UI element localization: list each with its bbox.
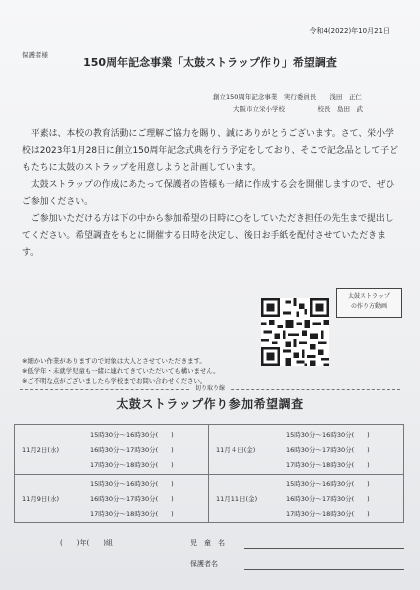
day-label: 11月9日(水) <box>22 495 59 503</box>
time-slot-option[interactable]: 16時30分～17時30分( ) <box>90 446 174 454</box>
issue-date: 令和4(2022)年10月21日 <box>309 27 390 35</box>
notes-list <box>22 356 219 386</box>
letter-body <box>22 126 402 262</box>
cut-label: 切り取り線 <box>191 385 229 392</box>
addressee: 保護者様 <box>22 51 48 59</box>
time-slot-option[interactable]: 15時30分～16時30分( ) <box>90 480 174 488</box>
document-title: 150周年記念事業「太鼓ストラップ作り」希望調査 <box>83 56 337 69</box>
day-label: 11月４日(金) <box>216 446 256 454</box>
time-slot-option[interactable]: 16時30分～17時30分( ) <box>90 495 174 503</box>
note-item: ※ご不明な点がございましたら学校までお問い合わせください。 <box>22 377 207 385</box>
body-paragraph: ご参加いただける方は下の中から参加希望の日時に○をしていただき担任の先生まで提出してください。希望調査をもとに開催する日時を決定し、後日お手紙を配付させていただきます。 <box>22 214 394 258</box>
sender-line-1: 創立150周年記念事業 実行委員長 浅田 正仁 <box>213 93 362 101</box>
time-slot-option[interactable]: 16時30分～17時30分( ) <box>286 446 370 454</box>
qr-caption-line-1: 太鼓ストラップ <box>348 293 390 300</box>
table-border-bottom <box>14 522 404 523</box>
child-name-input-line[interactable] <box>244 548 404 549</box>
body-paragraph: 太鼓ストラップの作成にあたって保護者の皆様も一緒に作成する会を開催しますので、ぜひご参加ください。 <box>22 180 395 207</box>
guardian-name-input-line[interactable] <box>244 569 404 570</box>
time-slot-option[interactable]: 15時30分～16時30分( ) <box>90 431 174 439</box>
cut-label-wrap <box>0 383 420 392</box>
table-border-middle <box>14 474 404 475</box>
time-slot-option[interactable]: 16時30分～17時30分( ) <box>286 495 370 503</box>
qr-caption-line-2: の作り方動画 <box>350 303 387 310</box>
table-border-center <box>208 424 209 522</box>
qr-code-image[interactable] <box>261 298 329 366</box>
table-border-left <box>14 424 15 522</box>
table-border-right <box>403 424 404 522</box>
time-slot-option[interactable]: 17時30分～18時30分( ) <box>286 510 370 518</box>
time-slot-option[interactable]: 17時30分～18時30分( ) <box>286 461 370 469</box>
guardian-name-label: 保護者名 <box>190 560 218 568</box>
grade-class-field[interactable]: ( )年( )組 <box>60 539 113 547</box>
day-label: 11月2日(水) <box>22 446 59 454</box>
body-paragraph: 平素は、本校の教育活動にご理解ご協力を賜り、誠にありがとうございます。さて、栄小学校は2023年1月28日に創立150周年記念式典を行う予定をしており、そこで記念品として子どもたちに太鼓のストラップを用意しようと計画しています。 <box>22 129 398 173</box>
qr-caption-box <box>336 288 402 318</box>
table-border-top <box>14 424 404 425</box>
child-name-label: 児 童 名 <box>190 539 225 547</box>
time-slot-option[interactable]: 15時30分～16時30分( ) <box>286 480 370 488</box>
note-item: ※細かい作業がありますので対象は大人とさせていただきます。 <box>22 357 206 365</box>
day-label: 11月11日(金) <box>216 495 258 503</box>
sender-line-2: 大阪市立栄小学校 校長 島田 武 <box>233 105 363 113</box>
survey-title: 太鼓ストラップ作り参加希望調査 <box>116 397 304 411</box>
time-slot-option[interactable]: 17時30分～18時30分( ) <box>90 461 174 469</box>
note-item: ※低学年・未就学児童も一緒に連れてきていただいても構いません。 <box>22 367 220 375</box>
time-slot-option[interactable]: 15時30分～16時30分( ) <box>286 431 370 439</box>
time-slot-option[interactable]: 17時30分～18時30分( ) <box>90 510 174 518</box>
